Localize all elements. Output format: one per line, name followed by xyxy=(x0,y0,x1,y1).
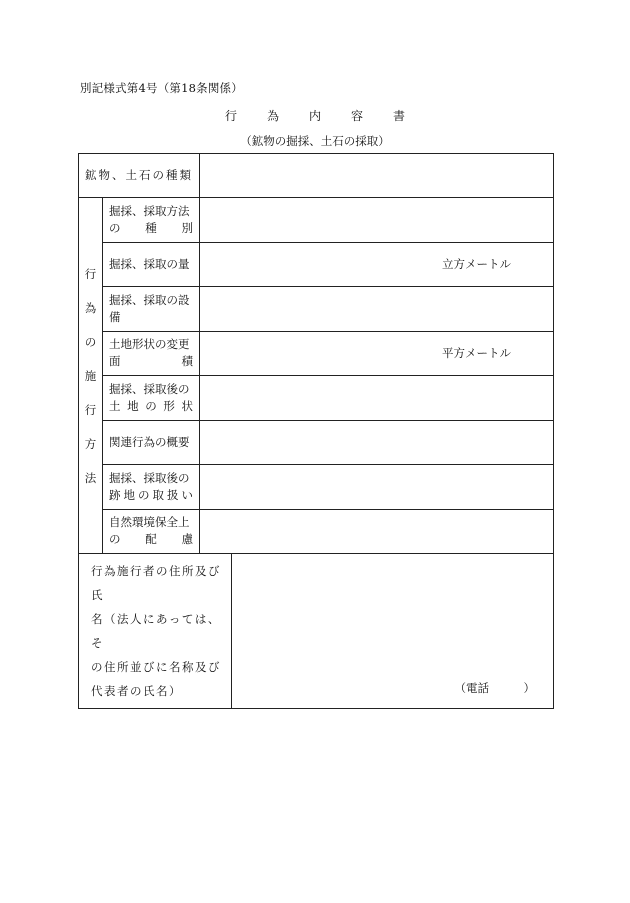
phone-label: （電話 ） xyxy=(454,681,535,695)
label-char: の xyxy=(145,398,157,413)
title-char: 書 xyxy=(393,109,436,123)
method-row-label xyxy=(103,465,200,510)
title-char: 容 xyxy=(351,109,394,123)
applicant-row xyxy=(79,554,554,709)
title-char: 為 xyxy=(266,109,309,123)
applicant-label-line: 名（法人にあっては、そ xyxy=(91,612,221,650)
label-char: 備 xyxy=(109,309,121,324)
form-reference: 別記様式第4号（第18条関係） xyxy=(80,81,243,95)
method-row-label xyxy=(103,198,200,243)
mineral-type-value[interactable] xyxy=(200,154,554,198)
label-char: 別 xyxy=(181,220,193,235)
action-content-form-table xyxy=(78,153,554,709)
label-char: 地 xyxy=(127,398,139,413)
label-char: 配 xyxy=(145,532,157,547)
method-row-label xyxy=(103,331,200,376)
method-group-char: 法 xyxy=(84,470,97,485)
method-row-label-line2 xyxy=(109,531,193,548)
title-char: 行 xyxy=(224,109,267,123)
applicant-label-line: の住所並びに名称及び xyxy=(91,660,221,674)
label-char: 種 xyxy=(145,220,157,235)
label-char: 慮 xyxy=(181,532,193,547)
method-row-label-line1: 掘採、採取の量 xyxy=(109,256,190,271)
method-row xyxy=(79,242,554,287)
label-char: い xyxy=(181,487,193,502)
method-row-label-line1: 掘採、採取の設 xyxy=(109,292,190,307)
document-title xyxy=(0,107,630,124)
method-row-value[interactable] xyxy=(200,331,554,376)
method-row-label-line2 xyxy=(109,353,193,370)
method-row xyxy=(79,331,554,376)
method-row-label-line1: 自然環境保全上 xyxy=(109,515,190,530)
mineral-type-row xyxy=(79,154,554,198)
applicant-label xyxy=(79,554,232,709)
label-char: の xyxy=(138,487,150,502)
method-row-value[interactable] xyxy=(200,376,554,421)
label-char: の xyxy=(109,220,121,235)
method-row xyxy=(79,509,554,554)
method-row-label-line2 xyxy=(109,309,193,326)
method-group-char: 行 xyxy=(84,266,97,281)
method-row-label-line1: 掘採、採取後の xyxy=(109,381,190,396)
method-row-value[interactable] xyxy=(200,242,554,287)
label-char: 扱 xyxy=(167,487,179,502)
method-row-label-line1: 土地形状の変更 xyxy=(109,337,190,352)
label-char: 状 xyxy=(181,398,193,413)
method-row-label xyxy=(103,420,200,465)
method-row-value[interactable] xyxy=(200,509,554,554)
method-row-value[interactable] xyxy=(200,198,554,243)
document-subtitle: （鉱物の掘採、土石の採取） xyxy=(240,134,390,148)
method-group-char: 方 xyxy=(84,436,97,451)
method-group-char: 為 xyxy=(84,300,97,315)
method-row xyxy=(79,287,554,332)
applicant-value[interactable] xyxy=(232,554,554,709)
mineral-type-label: 鉱物、土石の種類 xyxy=(79,154,200,198)
method-row xyxy=(79,198,554,243)
method-group-char: の xyxy=(84,334,97,349)
applicant-label-line: 行為施行者の住所及び氏 xyxy=(91,564,221,602)
unit-label: 立方メートル xyxy=(442,257,511,272)
method-row-label-line1: 関連行為の概要 xyxy=(109,434,190,449)
method-row xyxy=(79,465,554,510)
label-char: 形 xyxy=(163,398,175,413)
method-row-value[interactable] xyxy=(200,287,554,332)
method-row-label xyxy=(103,287,200,332)
method-group-label xyxy=(79,198,103,554)
label-char: 跡 xyxy=(109,487,121,502)
label-char: の xyxy=(109,532,121,547)
method-row-label-line2 xyxy=(109,220,193,237)
method-row-label-line2 xyxy=(109,487,193,504)
label-char: 土 xyxy=(109,398,121,413)
method-row xyxy=(79,376,554,421)
method-row-value[interactable] xyxy=(200,420,554,465)
method-row-label xyxy=(103,376,200,421)
unit-label: 平方メートル xyxy=(442,346,511,361)
title-char: 内 xyxy=(308,109,351,123)
method-row-label xyxy=(103,509,200,554)
method-row-label xyxy=(103,242,200,287)
label-char: 積 xyxy=(181,354,193,369)
method-group-char: 行 xyxy=(84,402,97,417)
method-group-char: 施 xyxy=(84,368,97,383)
method-row-value[interactable] xyxy=(200,465,554,510)
method-row-label-line1: 掘採、採取方法 xyxy=(109,203,190,218)
method-row-label-line2 xyxy=(109,398,193,415)
method-row xyxy=(79,420,554,465)
label-char: 面 xyxy=(109,354,121,369)
applicant-label-line: 代表者の氏名） xyxy=(91,684,182,698)
label-char: 取 xyxy=(152,487,164,502)
method-row-label-line1: 掘採、採取後の xyxy=(109,470,190,485)
label-char: 地 xyxy=(123,487,135,502)
